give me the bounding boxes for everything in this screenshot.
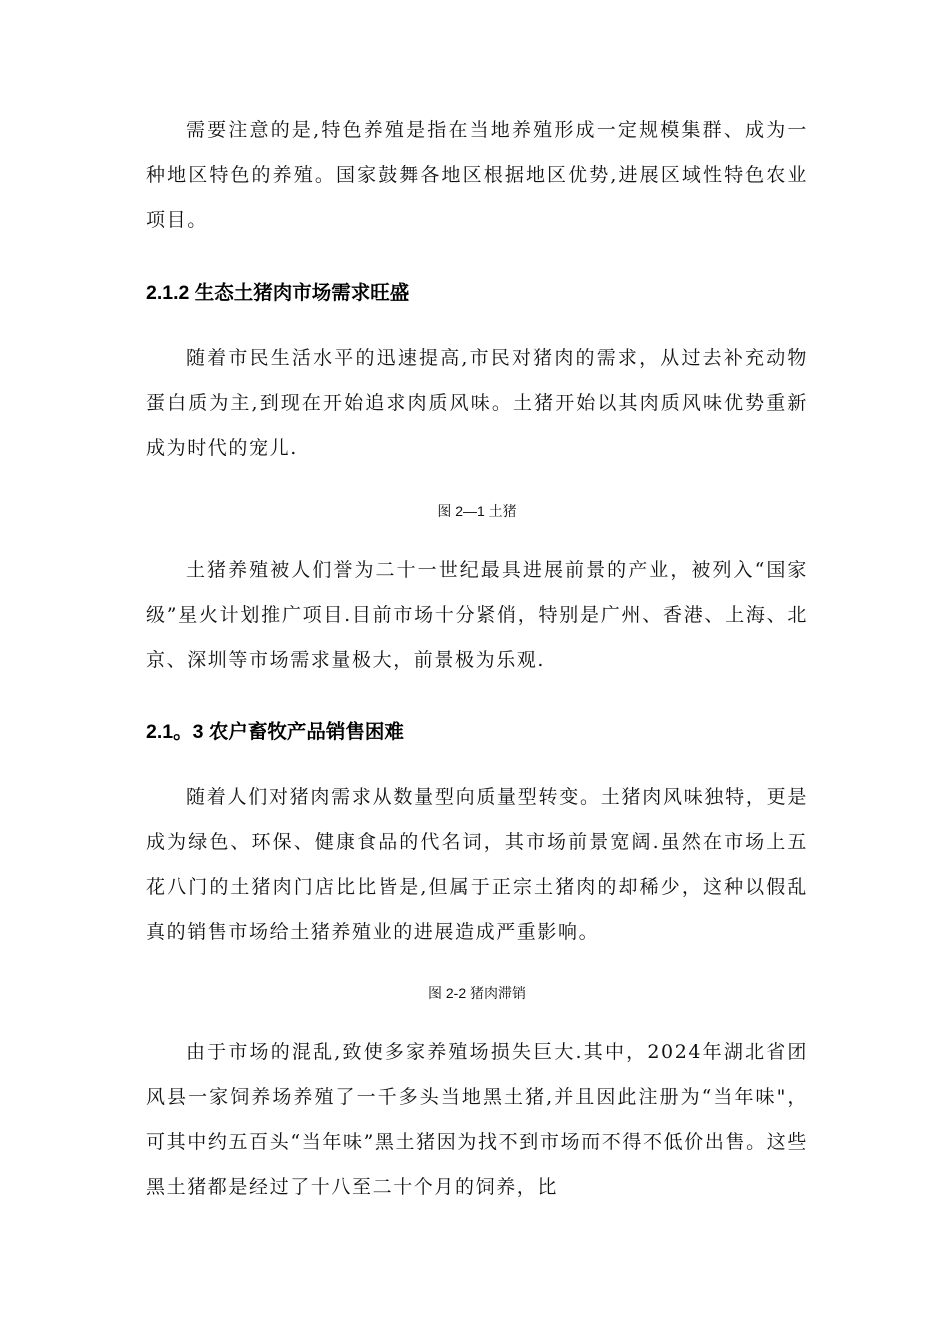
paragraph-specialty-farming: 需要注意的是,特色养殖是指在当地养殖形成一定规模集群、成为一种地区特色的养殖。国家鼓舞各地区根据地区优势,进展区域性特色农业项目。 [146,119,808,231]
paragraph-market-chaos: 由于市场的混乱,致使多家养殖场损失巨大.其中，2024年湖北省团风县一家饲养场养殖了一千多头当地黑土猪,并且因此注册为“当年味"，可其中约五百头“当年味”黑土猪因为找不到市场而不得不低价出售。这些黑土猪都是经过了十八至二十个月的饲养，比 [146,1041,808,1198]
document-body [146,108,808,1210]
paragraph-sales-difficulty: 随着人们对猪肉需求从数量型向质量型转变。土猪肉风味独特，更是成为绿色、环保、健康食品的代名词，其市场前景宽阔.虽然在市场上五花八门的土猪肉门店比比皆是,但属于正宗土猪肉的却稀少，这种以假乱真的销售市场给土猪养殖业的进展造成严重影响。 [146,786,808,943]
section-heading-2-1-3: 2.1。3 农户畜牧产品销售困难 [146,721,404,743]
paragraph-industry-prospects: 土猪养殖被人们誉为二十一世纪最具进展前景的产业，被列入“国家级”星火计划推广项目.目前市场十分紧俏，特别是广州、香港、上海、北京、深圳等市场需求量极大，前景极为乐观. [146,559,808,671]
figure-caption-2-2: 图 2-2 猪肉滞销 [427,985,526,1001]
figure-caption-2-1: 图 2—1 土猪 [437,503,517,519]
paragraph-market-demand: 随着市民生活水平的迅速提高,市民对猪肉的需求，从过去补充动物蛋白质为主,到现在开始追求肉质风味。土猪开始以其肉质风味优势重新成为时代的宠儿. [146,347,808,459]
section-heading-2-1-2: 2.1.2 生态土猪肉市场需求旺盛 [146,282,410,304]
